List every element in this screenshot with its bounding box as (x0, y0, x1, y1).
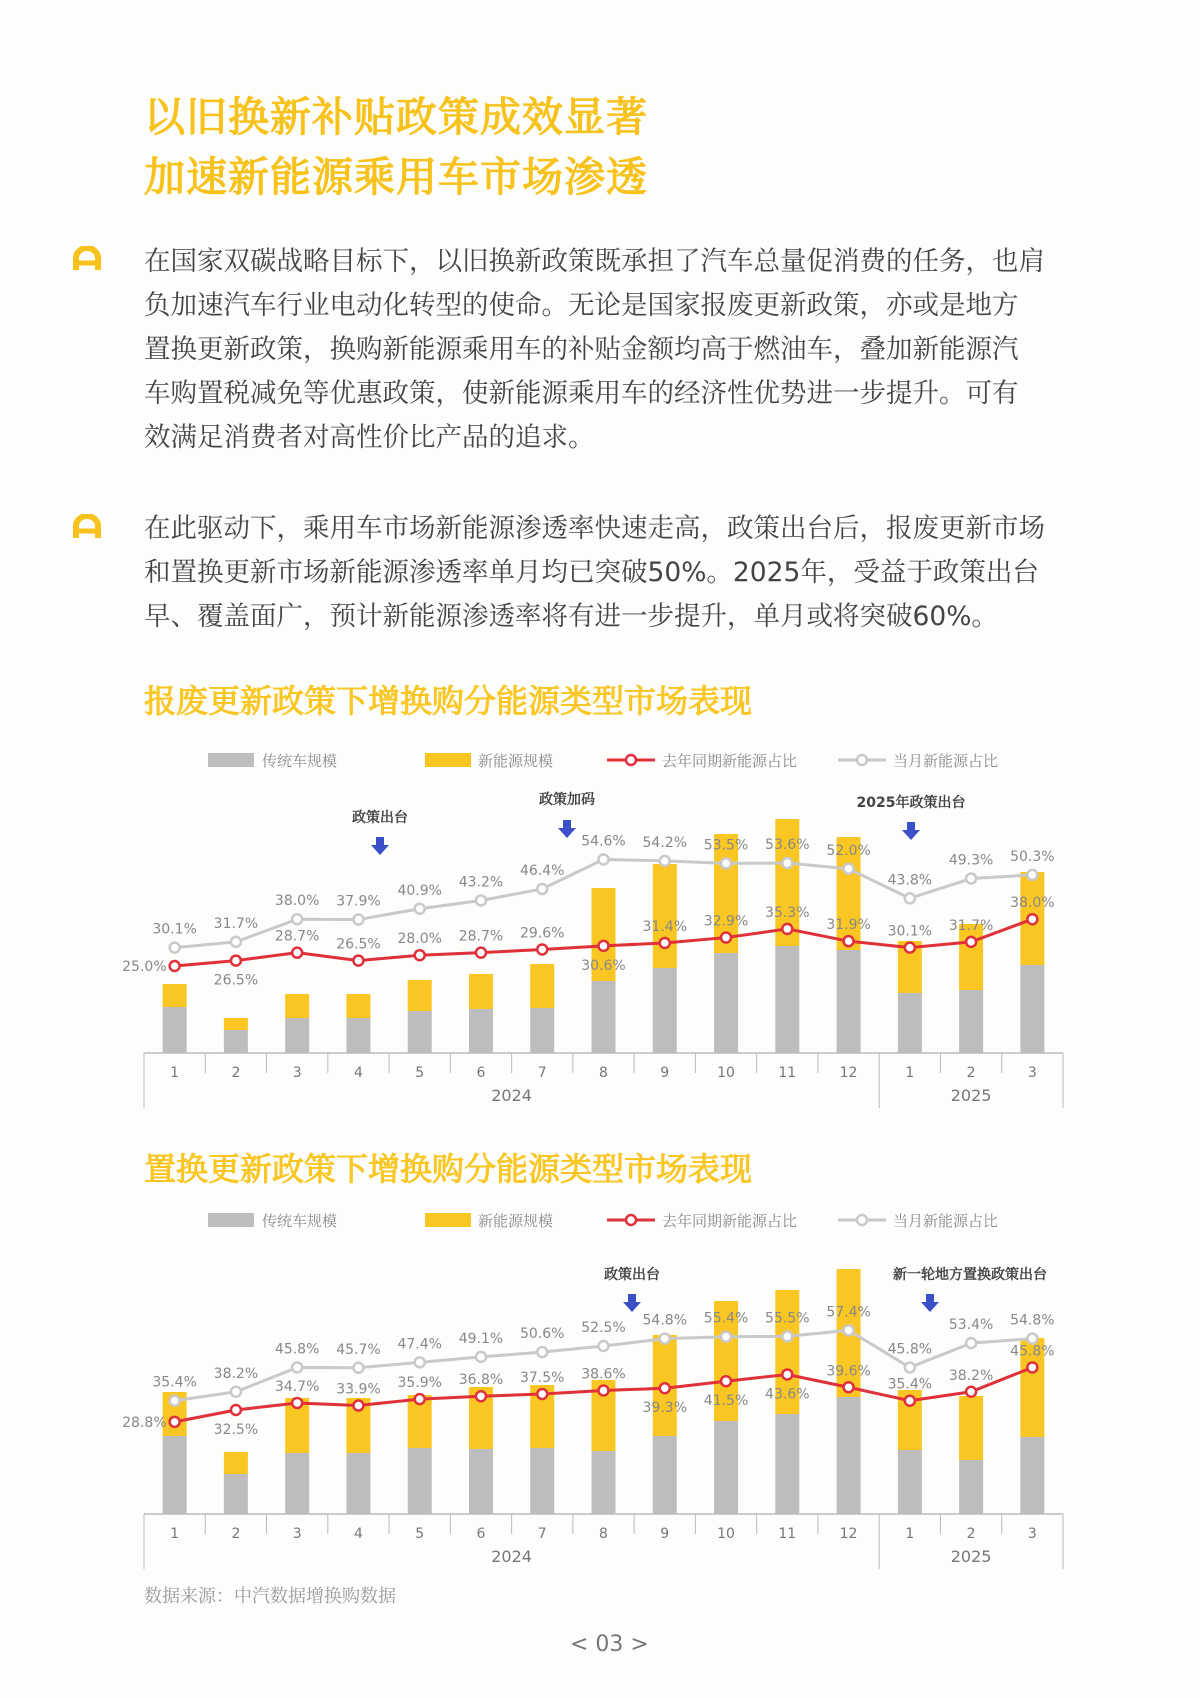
label-last-year: 28.0% (397, 931, 442, 948)
label-current-month: 57.4% (826, 1304, 871, 1321)
x-tick-label: 5 (415, 1065, 425, 1081)
label-current-month: 45.7% (336, 1341, 381, 1358)
arrow-down-icon (371, 837, 389, 855)
x-tick-label: 10 (717, 1526, 735, 1542)
page-number: < 03 > (570, 1632, 649, 1657)
data-source: 数据来源：中汽数据增换购数据 (144, 1586, 396, 1607)
point-current-month (599, 1341, 609, 1351)
bar-traditional (592, 981, 616, 1053)
point-current-month (844, 864, 854, 874)
label-last-year: 33.9% (336, 1381, 381, 1398)
label-current-month: 53.6% (765, 837, 810, 854)
bar-nev (530, 964, 554, 1008)
bar-nev (959, 924, 983, 990)
point-current-month (292, 914, 302, 924)
label-last-year: 32.9% (703, 913, 749, 930)
point-last-year (782, 924, 792, 934)
label-last-year: 38.6% (581, 1366, 626, 1383)
paragraph-line: 置换更新政策，换购新能源乘用车的补贴金额均高于燃油车，叠加新能源汽 (144, 334, 1019, 365)
bar-traditional (837, 1397, 861, 1514)
bar-nev (469, 974, 493, 1009)
label-current-month: 55.5% (765, 1310, 810, 1327)
point-last-year (1027, 1362, 1037, 1372)
point-current-month (537, 1347, 547, 1357)
label-last-year: 35.9% (397, 1375, 442, 1392)
bar-traditional (469, 1009, 493, 1053)
legend-marker-current (857, 1215, 867, 1225)
x-group-label: 2024 (491, 1547, 532, 1566)
x-tick-label: 9 (660, 1526, 670, 1542)
x-tick-label: 12 (839, 1065, 858, 1081)
legend-swatch-nev (425, 1213, 471, 1227)
annotation-label: 政策出台 (352, 810, 408, 826)
label-last-year: 29.6% (519, 925, 565, 942)
label-last-year: 30.6% (581, 957, 626, 974)
x-tick-label: 4 (353, 1526, 363, 1542)
bar-traditional (959, 990, 983, 1053)
arrow-down-icon (902, 822, 920, 840)
point-last-year (231, 1405, 241, 1415)
x-group-label: 2025 (950, 1547, 992, 1566)
label-last-year: 45.8% (1010, 1343, 1055, 1360)
label-current-month: 54.2% (642, 834, 688, 851)
bar-traditional (224, 1030, 248, 1053)
paragraph-1 (144, 240, 1045, 460)
label-current-month: 40.9% (397, 882, 442, 899)
point-last-year (599, 941, 609, 951)
bar-traditional (346, 1453, 370, 1514)
label-last-year: 38.2% (948, 1367, 994, 1384)
bar-traditional (469, 1449, 493, 1514)
legend-marker-current (857, 755, 867, 765)
x-tick-label: 1 (905, 1065, 915, 1081)
bar-traditional (775, 1414, 799, 1514)
bar-nev (224, 1018, 248, 1030)
bar-traditional (285, 1453, 309, 1514)
chart-2-title: 置换更新政策下增换购分能源类型市场表现 (144, 1150, 753, 1188)
annotation-label: 新一轮地方置换政策出台 (893, 1267, 1047, 1283)
x-tick-label: 5 (415, 1526, 425, 1542)
label-current-month: 47.4% (397, 1336, 442, 1353)
x-tick-label: 1 (170, 1065, 180, 1081)
point-current-month (170, 943, 180, 953)
bar-traditional (346, 1018, 370, 1053)
bar-traditional (898, 993, 922, 1053)
label-last-year: 26.5% (336, 936, 381, 953)
chart-replacement-policy (0, 1180, 1200, 1570)
point-last-year (537, 944, 547, 954)
label-current-month: 55.4% (703, 1310, 749, 1327)
point-last-year (537, 1389, 547, 1399)
x-tick-label: 4 (353, 1065, 363, 1081)
point-current-month (660, 856, 670, 866)
label-last-year: 28.8% (122, 1414, 167, 1431)
point-last-year (660, 1383, 670, 1393)
x-group-label: 2025 (950, 1086, 992, 1105)
point-current-month (231, 1387, 241, 1397)
bar-traditional (530, 1448, 554, 1514)
paragraph-line: 车购置税减免等优惠政策，使新能源乘用车的经济性优势进一步提升。可有 (144, 378, 1019, 409)
bar-traditional (653, 1436, 677, 1514)
label-current-month: 49.1% (458, 1330, 504, 1347)
label-current-month: 52.5% (581, 1320, 626, 1336)
point-current-month (721, 858, 731, 868)
point-current-month (966, 1338, 976, 1348)
point-last-year (353, 1401, 363, 1411)
paragraph-2 (144, 507, 1045, 639)
point-last-year (599, 1385, 609, 1395)
bar-nev (408, 980, 432, 1011)
legend-marker-last-year (626, 1215, 636, 1225)
label-current-month: 53.4% (948, 1317, 994, 1334)
bullet-icon (72, 246, 102, 272)
bar-traditional (1020, 1437, 1044, 1514)
point-last-year (170, 961, 180, 971)
label-last-year: 25.0% (122, 959, 167, 975)
bar-traditional (530, 1008, 554, 1053)
x-tick-label: 3 (1027, 1526, 1037, 1542)
bar-traditional (408, 1448, 432, 1514)
annotation-label: 政策出台 (604, 1267, 660, 1283)
x-tick-label: 7 (537, 1526, 547, 1542)
x-tick-label: 8 (599, 1526, 608, 1542)
bar-traditional (653, 968, 677, 1053)
label-last-year: 32.5% (213, 1422, 259, 1438)
label-current-month: 38.0% (274, 893, 320, 910)
annotation-label: 政策加码 (539, 792, 595, 808)
legend-label-nev: 新能源规模 (478, 1212, 554, 1230)
bar-traditional (163, 1436, 187, 1514)
point-current-month (292, 1362, 302, 1372)
point-last-year (660, 938, 670, 948)
point-last-year (476, 948, 486, 958)
paragraph-line: 效满足消费者对高性价比产品的追求。 (144, 422, 595, 453)
point-current-month (537, 884, 547, 894)
point-last-year (353, 956, 363, 966)
point-last-year (170, 1417, 180, 1427)
bar-traditional (408, 1011, 432, 1053)
legend-label-current: 当月新能源占比 (893, 752, 999, 770)
point-last-year (905, 943, 915, 953)
arrow-down-icon (623, 1294, 641, 1312)
paragraph-line: 早、覆盖面广，预计新能源渗透率将有进一步提升，单月或将突破60%。 (144, 601, 998, 632)
x-tick-label: 7 (537, 1065, 547, 1081)
label-last-year: 39.3% (642, 1400, 688, 1417)
label-last-year: 34.7% (274, 1378, 320, 1395)
x-tick-label: 3 (292, 1526, 302, 1542)
label-last-year: 41.5% (703, 1393, 749, 1410)
point-current-month (231, 937, 241, 947)
paragraph-line: 在此驱动下，乘用车市场新能源渗透率快速走高，政策出台后，报废更新市场 (144, 513, 1045, 544)
bullet-icon (72, 514, 102, 540)
bar-traditional (837, 950, 861, 1053)
point-current-month (476, 895, 486, 905)
x-tick-label: 8 (599, 1065, 608, 1081)
bar-traditional (898, 1450, 922, 1514)
label-last-year: 31.7% (948, 917, 994, 934)
point-last-year (782, 1369, 792, 1379)
point-current-month (782, 858, 792, 868)
point-current-month (844, 1325, 854, 1335)
point-last-year (292, 948, 302, 958)
label-last-year: 31.4% (642, 918, 688, 935)
bar-traditional (285, 1018, 309, 1053)
x-tick-label: 6 (476, 1065, 486, 1081)
label-current-month: 52.0% (826, 842, 871, 859)
x-tick-label: 1 (905, 1526, 915, 1542)
point-last-year (231, 956, 241, 966)
point-last-year (966, 1387, 976, 1397)
bar-nev (285, 994, 309, 1018)
x-tick-label: 2 (231, 1065, 241, 1081)
paragraph-line: 在国家双碳战略目标下，以旧换新政策既承担了汽车总量促消费的任务，也肩 (144, 246, 1045, 277)
label-current-month: 45.8% (274, 1341, 320, 1358)
annotation-label: 2025年政策出台 (856, 795, 966, 811)
label-last-year: 28.7% (458, 928, 504, 945)
bar-nev (653, 864, 677, 968)
label-current-month: 50.6% (519, 1326, 565, 1343)
legend-swatch-traditional (208, 1213, 254, 1227)
label-current-month: 50.3% (1010, 848, 1055, 865)
label-last-year: 38.0% (1010, 895, 1055, 912)
chart-1-title: 报废更新政策下增换购分能源类型市场表现 (144, 682, 753, 720)
page-title-line-2: 加速新能源乘用车市场渗透 (144, 153, 648, 201)
x-tick-label: 1 (170, 1526, 180, 1542)
point-last-year (292, 1398, 302, 1408)
legend-marker-last-year (626, 755, 636, 765)
point-last-year (721, 933, 731, 943)
point-current-month (905, 893, 915, 903)
bar-traditional (714, 1421, 738, 1514)
bar-traditional (775, 946, 799, 1053)
point-current-month (782, 1331, 792, 1341)
point-current-month (476, 1352, 486, 1362)
x-tick-label: 3 (292, 1065, 302, 1081)
x-tick-label: 12 (839, 1526, 858, 1542)
point-last-year (844, 936, 854, 946)
label-last-year: 43.6% (765, 1386, 810, 1403)
label-last-year: 35.3% (765, 904, 810, 921)
paragraph-line: 负加速汽车行业电动化转型的使命。无论是国家报废更新政策，亦或是地方 (144, 290, 1019, 321)
label-current-month: 37.9% (336, 893, 381, 910)
point-current-month (1027, 870, 1037, 880)
bar-traditional (1020, 965, 1044, 1053)
x-tick-label: 3 (1027, 1065, 1037, 1081)
bar-traditional (714, 953, 738, 1053)
point-last-year (415, 950, 425, 960)
x-tick-label: 6 (476, 1526, 486, 1542)
legend-swatch-nev (425, 753, 471, 767)
point-current-month (721, 1332, 731, 1342)
label-last-year: 28.7% (274, 928, 320, 945)
point-last-year (476, 1391, 486, 1401)
label-last-year: 39.6% (826, 1363, 871, 1380)
point-current-month (353, 1363, 363, 1373)
point-current-month (660, 1334, 670, 1344)
point-last-year (905, 1396, 915, 1406)
label-current-month: 54.8% (642, 1312, 688, 1329)
label-current-month: 46.4% (519, 862, 565, 879)
point-current-month (415, 1357, 425, 1367)
bar-traditional (592, 1451, 616, 1514)
point-current-month (415, 904, 425, 914)
label-current-month: 45.8% (887, 1341, 933, 1358)
legend-label-last-year: 去年同期新能源占比 (662, 1212, 798, 1230)
arrow-down-icon (921, 1294, 939, 1312)
point-current-month (353, 915, 363, 925)
label-current-month: 54.8% (1010, 1312, 1055, 1329)
x-tick-label: 9 (660, 1065, 670, 1081)
x-tick-label: 10 (717, 1065, 735, 1081)
x-tick-label: 2 (966, 1065, 976, 1081)
point-current-month (905, 1362, 915, 1372)
label-current-month: 30.1% (152, 921, 197, 938)
label-last-year: 26.5% (213, 972, 259, 989)
point-current-month (1027, 1334, 1037, 1344)
chart-scrappage-policy (0, 720, 1200, 1110)
label-current-month: 43.8% (887, 872, 933, 889)
label-last-year: 30.1% (887, 923, 933, 940)
label-current-month: 53.5% (703, 837, 749, 854)
legend-swatch-traditional (208, 753, 254, 767)
x-group-label: 2024 (491, 1086, 532, 1105)
point-current-month (170, 1396, 180, 1406)
point-last-year (966, 937, 976, 947)
bar-nev (163, 984, 187, 1007)
legend-label-current: 当月新能源占比 (893, 1212, 999, 1230)
paragraph-line: 和置换更新市场新能源渗透率单月均已突破50%。2025年，受益于政策出台 (144, 557, 1039, 588)
label-current-month: 38.2% (213, 1365, 259, 1382)
bar-traditional (163, 1007, 187, 1053)
x-tick-label: 11 (778, 1526, 797, 1542)
arrow-down-icon (558, 820, 576, 838)
label-last-year: 35.4% (887, 1376, 933, 1393)
label-current-month: 43.2% (458, 874, 504, 891)
label-current-month: 49.3% (948, 852, 994, 869)
legend-label-nev: 新能源规模 (478, 752, 554, 770)
label-last-year: 37.5% (519, 1370, 565, 1386)
bar-nev (959, 1396, 983, 1460)
x-tick-label: 2 (966, 1526, 976, 1542)
x-tick-label: 11 (778, 1065, 797, 1081)
bar-nev (224, 1452, 248, 1474)
point-last-year (415, 1394, 425, 1404)
label-current-month: 31.7% (213, 915, 259, 932)
bar-traditional (224, 1474, 248, 1514)
point-current-month (966, 874, 976, 884)
bar-traditional (959, 1460, 983, 1514)
point-last-year (1027, 914, 1037, 924)
legend-label-traditional: 传统车规模 (262, 1212, 338, 1230)
point-last-year (721, 1376, 731, 1386)
label-current-month: 54.6% (581, 833, 626, 850)
label-last-year: 31.9% (826, 917, 871, 934)
point-last-year (844, 1382, 854, 1392)
legend-label-last-year: 去年同期新能源占比 (662, 752, 798, 770)
x-tick-label: 2 (231, 1526, 241, 1542)
label-current-month: 35.4% (152, 1374, 197, 1391)
legend-label-traditional: 传统车规模 (262, 752, 338, 770)
label-last-year: 36.8% (458, 1372, 504, 1389)
point-current-month (599, 854, 609, 864)
bar-nev (346, 994, 370, 1018)
page-title-line-1: 以旧换新补贴政策成效显著 (144, 93, 648, 141)
